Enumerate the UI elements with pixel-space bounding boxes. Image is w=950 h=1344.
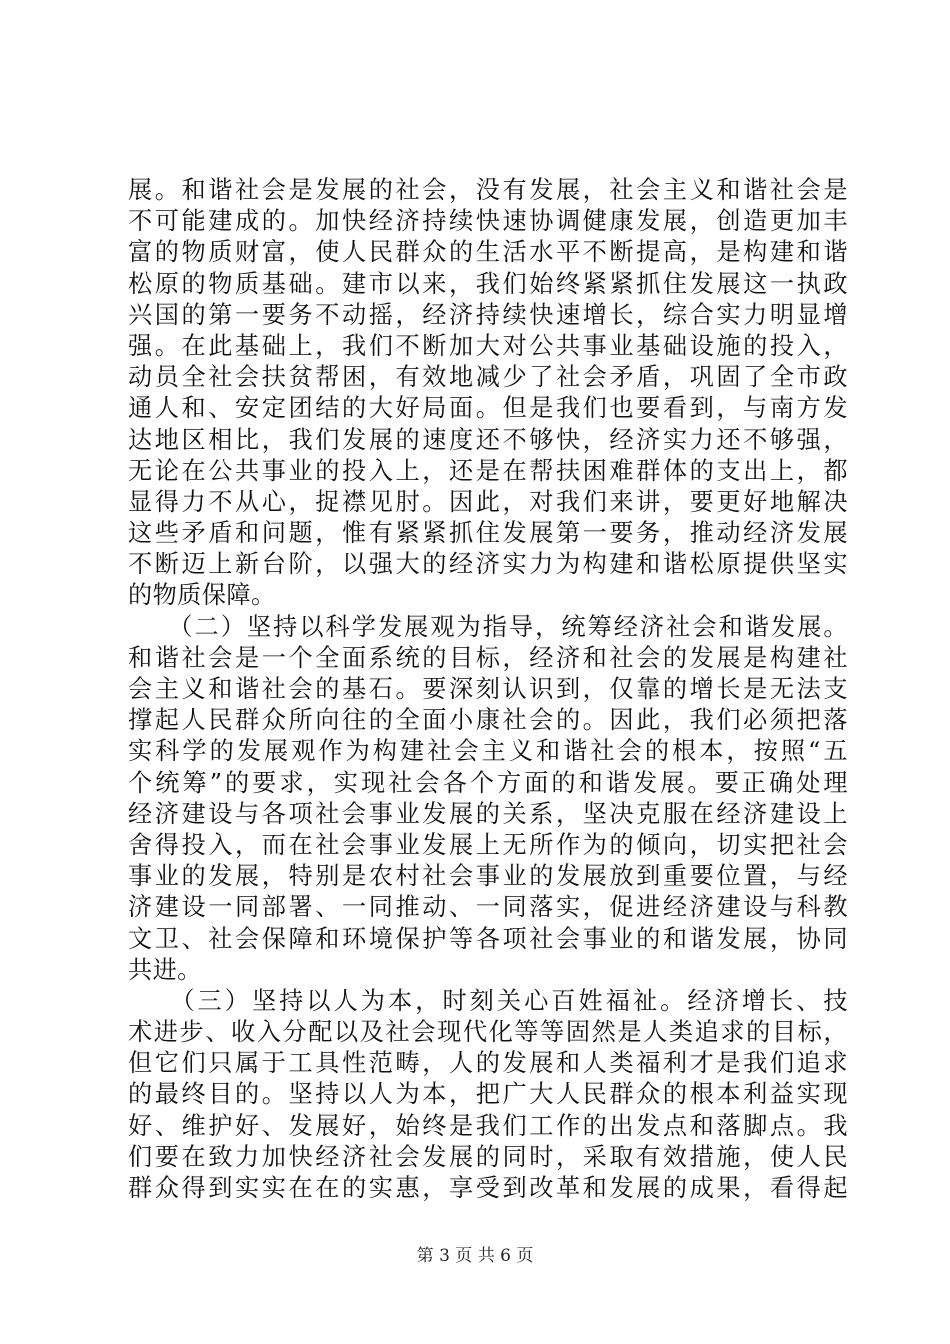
text-line: 兴国的第一要务不动摇，经济持续快速增长，综合实力明显增 bbox=[128, 300, 848, 329]
text-line: 强。在此基础上，我们不断加大对公共事业基础设施的投入， bbox=[128, 331, 848, 360]
text-line: 达地区相比，我们发展的速度还不够快，经济实力还不够强， bbox=[128, 425, 848, 454]
text-line: 事业的发展，特别是农村社会事业的发展放到重要位置，与经 bbox=[128, 862, 848, 891]
text-line: （三）坚持以人为本，时刻关心百姓福祉。经济增长、技 bbox=[128, 986, 848, 1015]
text-line: 群众得到实实在在的实惠，享受到改革和发展的成果，看得起 bbox=[128, 1174, 848, 1202]
text-line: 实科学的发展观作为构建社会主义和谐社会的根本，按照“五 bbox=[128, 737, 848, 766]
text-line: 的最终目的。坚持以人为本，把广大人民群众的根本利益实现 bbox=[128, 1080, 848, 1109]
text-line: 无论在公共事业的投入上，还是在帮扶困难群体的支出上，都 bbox=[128, 456, 848, 485]
text-line: 会主义和谐社会的基石。要深刻认识到，仅靠的增长是无法支 bbox=[128, 675, 848, 703]
text-line: 个统筹”的要求，实现社会各个方面的和谐发展。要正确处理 bbox=[128, 768, 848, 797]
text-line: 不可能建成的。加快经济持续快速协调健康发展，创造更加丰 bbox=[128, 207, 848, 236]
text-line: 松原的物质基础。建市以来，我们始终紧紧抓住发展这一执政 bbox=[128, 269, 848, 298]
text-line: 经济建设与各项社会事业发展的关系，坚决克服在经济建设上 bbox=[128, 799, 848, 828]
text-line: 撑起人民群众所向往的全面小康社会的。因此，我们必须把落 bbox=[128, 706, 848, 735]
text-line: 展。和谐社会是发展的社会，没有发展，社会主义和谐社会是 bbox=[128, 176, 848, 204]
text-line: 但它们只属于工具性范畴，人的发展和人类福利才是我们追求 bbox=[128, 1049, 848, 1078]
text-line: 舍得投入，而在社会事业发展上无所作为的倾向，切实把社会 bbox=[128, 830, 848, 859]
text-line: 共进。 bbox=[128, 955, 202, 984]
page-footer: 第 3 页 共 6 页 bbox=[416, 1246, 534, 1266]
text-line: 济建设一同部署、一同推动、一同落实，促进经济建设与科教 bbox=[128, 893, 848, 922]
text-line: 和谐社会是一个全面系统的目标，经济和社会的发展是构建社 bbox=[128, 643, 848, 672]
text-line: 的物质保障。 bbox=[128, 581, 276, 610]
text-line: 不断迈上新台阶，以强大的经济实力为构建和谐松原提供坚实 bbox=[128, 550, 848, 579]
text-line: 显得力不从心，捉襟见肘。因此，对我们来讲，要更好地解决 bbox=[128, 487, 848, 516]
text-line: 术进步、收入分配以及社会现代化等等固然是人类追求的目标， bbox=[128, 1018, 848, 1047]
text-line: （二）坚持以科学发展观为指导，统筹经济社会和谐发展。 bbox=[128, 612, 848, 641]
body-text bbox=[128, 175, 848, 1204]
text-line: 们要在致力加快经济社会发展的同时，采取有效措施，使人民 bbox=[128, 1142, 848, 1171]
text-line: 这些矛盾和问题，惟有紧紧抓住发展第一要务，推动经济发展 bbox=[128, 519, 848, 548]
text-line: 通人和、安定团结的大好局面。但是我们也要看到，与南方发 bbox=[128, 394, 848, 423]
text-line: 富的物质财富，使人民群众的生活水平不断提高，是构建和谐 bbox=[128, 238, 848, 267]
text-line: 好、维护好、发展好，始终是我们工作的出发点和落脚点。我 bbox=[128, 1111, 848, 1140]
text-line: 动员全社会扶贫帮困，有效地减少了社会矛盾，巩固了全市政 bbox=[128, 363, 848, 392]
text-line: 文卫、社会保障和环境保护等各项社会事业的和谐发展，协同 bbox=[128, 924, 848, 953]
